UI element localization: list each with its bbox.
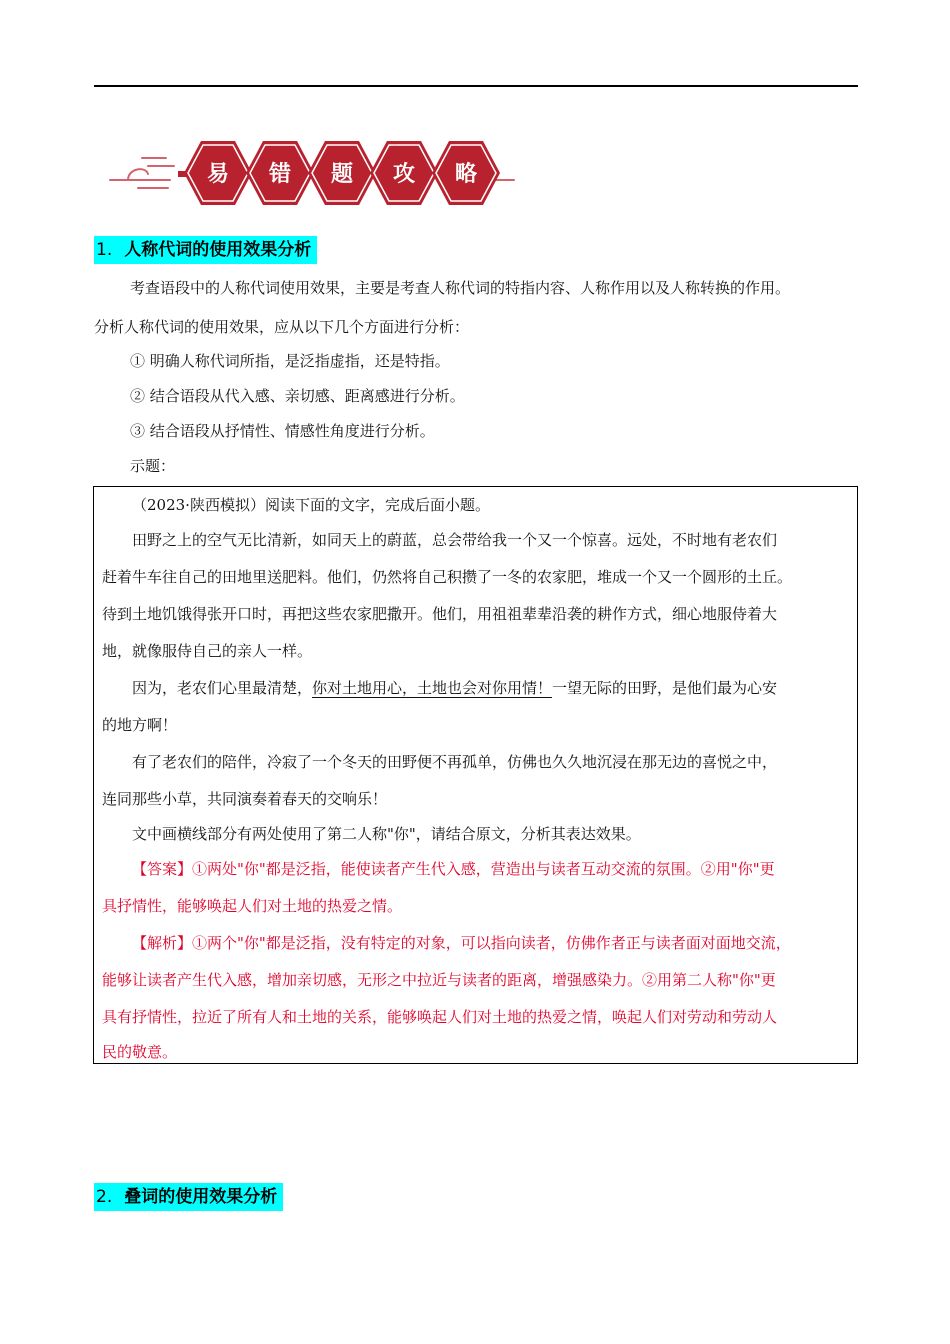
passage-line: 连同那些小草，共同演奏着春天的交响乐！ — [102, 790, 388, 808]
banner-hexagon — [246, 141, 314, 205]
banner-char: 题 — [330, 162, 354, 187]
section-2-number: 2. — [96, 1187, 113, 1207]
analysis-line: 具有抒情性，拉近了所有人和土地的关系，能够唤起人们对土地的热爱之情，唤起人们对劳动和劳动人 — [102, 1008, 778, 1026]
passage-text: 因为，老农们心里最清楚， — [132, 679, 313, 697]
point-2: ② 结合语段从代入感、亲切感、距离感进行分析。 — [130, 387, 465, 405]
section-2-title: 叠词的使用效果分析 — [124, 1187, 278, 1207]
section-1-number: 1. — [96, 240, 113, 260]
passage-line: 待到土地饥饿得张开口时，再把这些农家肥撒开。他们，用祖祖辈辈沿袭的耕作方式，细心地服侍着大 — [102, 605, 778, 623]
banner-hexagon — [370, 141, 438, 205]
example-box — [93, 486, 858, 1064]
analysis-line: 能够让读者产生代入感，增加亲切感，无形之中拉近与读者的距离，增强感染力。②用第二人称"你"更 — [102, 971, 776, 989]
banner-hexagon — [308, 141, 376, 205]
passage-text: 一望无际的田野，是他们最为心安 — [552, 679, 778, 697]
intro-paragraph-line-2: 分析人称代词的使用效果，应从以下几个方面进行分析： — [94, 318, 470, 336]
passage-line-with-underline — [102, 677, 852, 698]
point-1: ① 明确人称代词所指，是泛指虚指，还是特指。 — [130, 352, 450, 370]
passage-line: 赶着牛车往自己的田地里送肥料。他们，仍然将自己积攒了一冬的农家肥，堆成一个又一个圆形的土丘。 — [102, 568, 793, 586]
passage-line: 的地方啊！ — [102, 716, 178, 734]
analysis-line: 【解析】①两个"你"都是泛指，没有特定的对象，可以指向读者，仿佛作者正与读者面对面地交流， — [132, 934, 791, 952]
passage-line: 有了老农们的陪伴，冷寂了一个冬天的田野便不再孤单，仿佛也久久地沉浸在那无边的喜悦之中， — [132, 753, 778, 771]
intro-paragraph-line-1: 考查语段中的人称代词使用效果，主要是考查人称代词的特指内容、人称作用以及人称转换的作用。 — [130, 279, 791, 297]
answer-line: 具抒情性，能够唤起人们对土地的热爱之情。 — [102, 897, 403, 915]
passage-line: 田野之上的空气无比清新，如同天上的蔚蓝，总会带给我一个又一个惊喜。远处，不时地有老农们 — [132, 531, 778, 549]
header-rule — [94, 85, 858, 87]
answer-line: 【答案】①两处"你"都是泛指，能使读者产生代入感，营造出与读者互动交流的氛围。②用"你"更 — [132, 860, 775, 878]
banner-hexagon — [432, 141, 500, 205]
section-1-heading — [94, 236, 317, 264]
underlined-sentence: 你对土地用心，土地也会对你用情！ — [312, 679, 553, 697]
example-label: 示题： — [130, 457, 176, 475]
section-1-title: 人称代词的使用效果分析 — [124, 240, 312, 260]
question-text: 文中画横线部分有两处使用了第二人称"你"，请结合原文，分析其表达效果。 — [132, 825, 641, 843]
section-banner — [108, 138, 518, 208]
analysis-line: 民的敬意。 — [102, 1043, 178, 1061]
point-3: ③ 结合语段从抒情性、情感性角度进行分析。 — [130, 422, 435, 440]
left-cloud-ornament — [110, 158, 174, 188]
banner-char: 攻 — [392, 162, 416, 187]
section-2-heading — [94, 1183, 283, 1211]
banner-char: 错 — [268, 162, 292, 187]
example-source: （2023·陕西模拟）阅读下面的文字，完成后面小题。 — [132, 496, 490, 514]
banner-hexagon — [184, 141, 252, 205]
banner-char: 略 — [454, 162, 478, 187]
banner-char: 易 — [206, 162, 230, 187]
passage-line: 地，就像服侍自己的亲人一样。 — [102, 642, 313, 660]
